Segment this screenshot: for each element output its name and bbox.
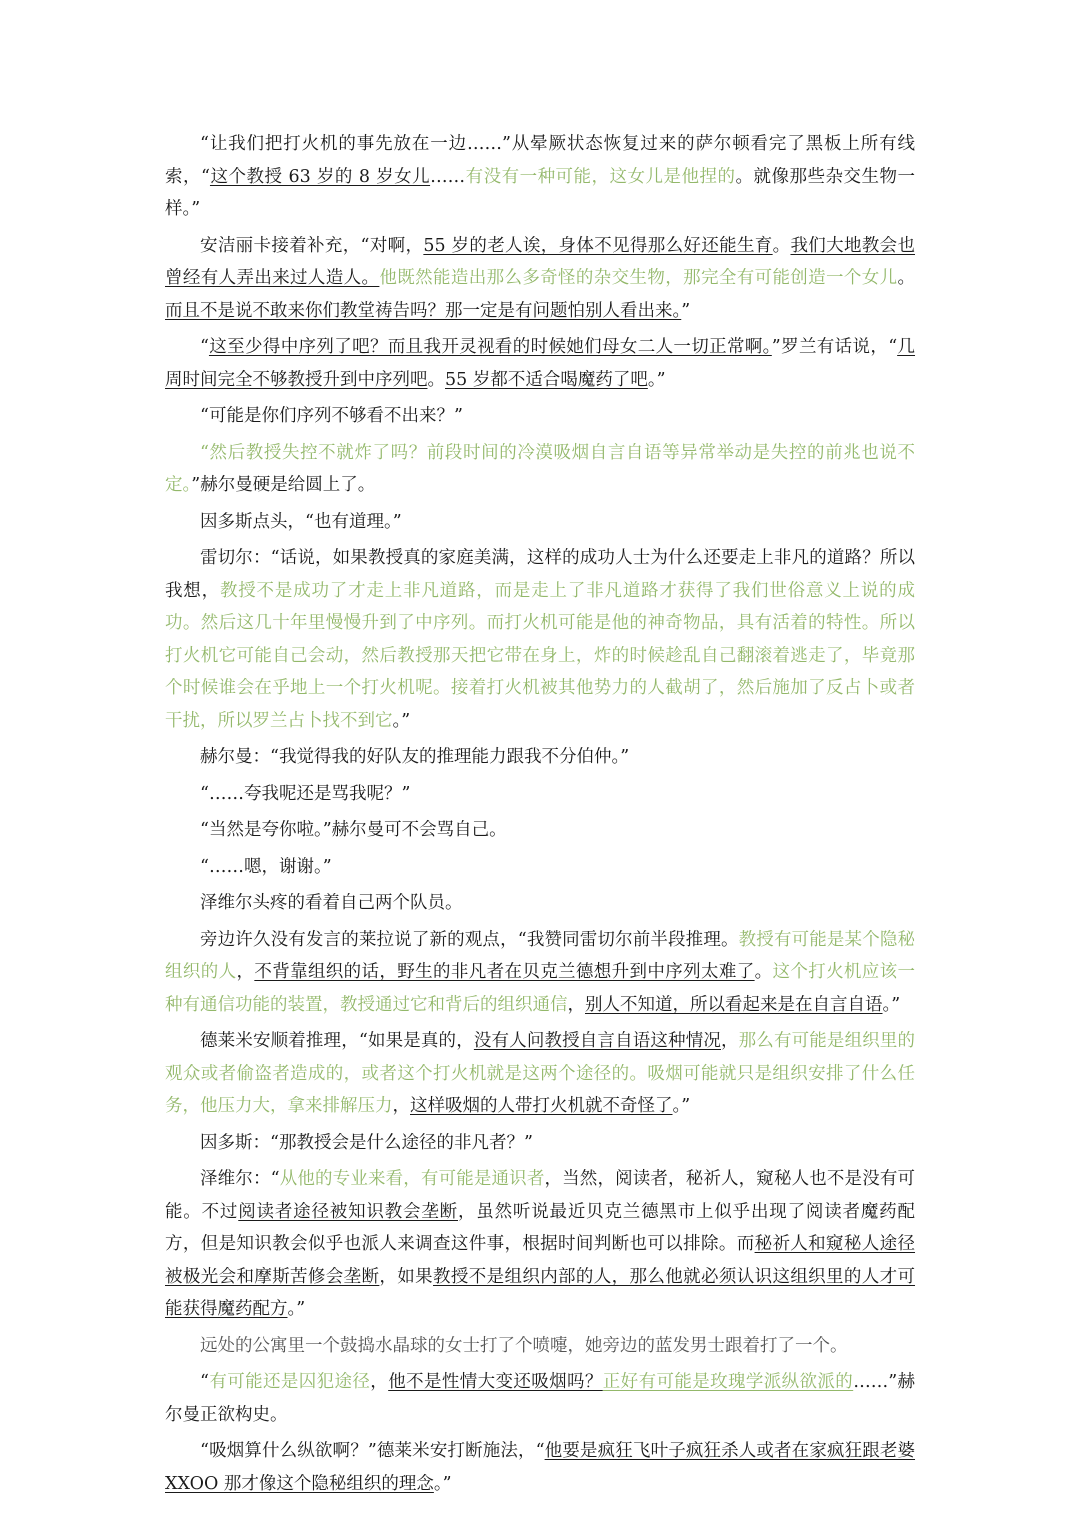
text-run: “当然是夸你啦。”赫尔曼可不会骂自己。 (200, 820, 507, 840)
text-run: 远处的公寓里一个鼓捣水晶球的女士打了个喷嚏，她旁边的蓝发男士跟着打了一个。 (200, 1335, 848, 1356)
text-run: 。” (647, 369, 666, 390)
text-run: 我们大地教会也曾经有人弄出来过人造人。 (165, 235, 915, 288)
paragraph (165, 851, 915, 884)
paragraph (165, 437, 915, 502)
text-run: “然后教授失控不就炸了吗？前段时间的冷漠吸烟自言自语等异常举动是失控的前兆也说不定。 (165, 442, 915, 495)
paragraph (165, 230, 915, 328)
text-run: 他既然能造出那么多奇怪的杂交生物，那完全有可能创造一个女儿 (379, 268, 898, 288)
text-run: 从他的专业来看，有可能是通识者 (279, 1169, 545, 1189)
text-run: ”罗兰有话说，“ (771, 337, 898, 357)
paragraph (165, 1025, 915, 1123)
text-run: 不背靠组织的话，野生的非凡者在贝克兰德想升到中序列太难了 (254, 962, 755, 982)
text-run: 安洁丽卡接着补充，“对啊， (200, 235, 424, 256)
text-run: 有没有一种可能，这女儿是他捏的 (465, 166, 736, 187)
text-run: ，虽然听说最近贝克兰德黑市上似乎出现了阅读者魔药配方，但是知识教会似乎也派人来调查这件事，根据时间判断也可以排除。而 (165, 1201, 915, 1254)
text-run: 这个教授 63 岁的 8 岁女儿 (209, 166, 431, 187)
text-run: “……嗯，谢谢。” (200, 856, 332, 877)
text-run: 他不是性情大变还吸烟吗？ (388, 1372, 603, 1392)
text-run: ， (370, 1372, 389, 1392)
text-run: “……夸我呢还是骂我呢？” (200, 783, 411, 804)
paragraph (165, 741, 915, 774)
text-run: 这样吸烟的人带打火机就不奇怪了 (410, 1096, 673, 1116)
text-run: 因多斯点头，“也有道理。” (200, 511, 402, 532)
text-run: 。” (882, 994, 901, 1015)
paragraph (165, 128, 915, 226)
text-run: 阅读者途径被知识教会垄断 (238, 1201, 458, 1222)
paragraph (165, 331, 915, 396)
paragraph (165, 814, 915, 847)
text-run: 正好有可能是玫瑰学派纵欲派的 (602, 1372, 854, 1392)
text-run: 他要是疯狂飞叶子疯狂杀人或者在家疯狂跟老婆 XXOO 那才像这个隐秘组织的理念 (165, 1441, 916, 1494)
text-run: 。” (672, 1096, 691, 1116)
text-run: ， (721, 1031, 739, 1051)
text-run: 那么有可能是组织里的观众或者偷盗者造成的，或者这个打火机就是这两个途径的。吸烟可能就只是组织安排了什么任务，他压力大，拿来排解压力 (165, 1031, 916, 1116)
paragraph (165, 542, 915, 737)
paragraph (165, 924, 915, 1022)
text-run: 德莱米安顺着推理，“如果是真的， (200, 1031, 474, 1051)
text-run: 。就像那些杂交生物一样。” (165, 166, 916, 219)
text-run: 这个打火机应该一种有通信功能的装置，教授通过它和背后的组织通信 (165, 962, 916, 1015)
paragraph (165, 400, 915, 433)
text-run: ”赫尔曼硬是给圆上了。 (191, 475, 376, 495)
text-run: 这至少得中序列了吧？而且我开灵视看的时候她们母女二人一切正常啊。 (208, 337, 772, 357)
text-run: 有可能还是囚犯途径 (208, 1372, 371, 1392)
text-run: 教授不是组织内部的人，那么他就必须认识这组织里的人才可能获得魔药配方 (165, 1266, 916, 1319)
paragraph (165, 778, 915, 811)
text-run: “吸烟算什么纵欲啊？”德莱米安打断施法，“ (200, 1441, 545, 1461)
text-run: 泽维尔头疼的看着自己两个队员。 (200, 893, 463, 913)
text-run: 。 (772, 235, 791, 256)
paragraph (165, 506, 915, 539)
text-run: 55 岁的老人诶，身体不见得那么好还能生育 (423, 235, 773, 256)
text-run: “ (200, 1372, 209, 1392)
text-run: 旁边许久没有发言的莱拉说了新的观点，“我赞同雷切尔前半段推理。 (200, 929, 739, 950)
text-run: 。 (754, 962, 773, 982)
text-run: ，当然，阅读者，秘祈人，窥秘人也不是没有可能。不过 (165, 1169, 916, 1222)
paragraph (165, 1435, 915, 1500)
text-run: 因多斯：“那教授会是什么途径的非凡者？” (200, 1132, 533, 1153)
text-run: 。” (287, 1299, 306, 1319)
paragraph (165, 1366, 915, 1431)
text-run: 教授有可能是某个隐秘组织的人 (165, 929, 916, 982)
text-run: 赫尔曼：“我觉得我的好队友的推理能力跟我不分伯仲。” (200, 747, 630, 767)
text-run: …… (430, 166, 466, 187)
text-run: ” (681, 300, 691, 321)
text-run: ， (567, 994, 585, 1015)
paragraph (165, 1163, 915, 1326)
text-run: “ (200, 337, 209, 357)
text-run: 。 (427, 369, 445, 390)
paragraph (165, 1127, 915, 1160)
text-run: 泽维尔：“ (200, 1169, 280, 1189)
paragraph (165, 1330, 915, 1363)
text-run: “让我们把打火机的事先放在一边……”从晕厥状态恢复过来的萨尔顿看完了黑板上所有线索，“ (165, 134, 915, 187)
text-run: 雷切尔：“话说，如果教授真的家庭美满，这样的成功人士为什么还要走上非凡的道路？所以我想， (165, 548, 915, 601)
text-run: 。” (392, 710, 411, 731)
text-run: 55 岁都不适合喝魔药了吧 (445, 369, 648, 390)
text-run: 。 (897, 268, 915, 288)
text-run: ……”赫尔曼正欲构史。 (165, 1372, 916, 1425)
text-run: ，如果 (379, 1266, 433, 1287)
paragraph (165, 887, 915, 920)
text-run: 教授不是成功了才走上非凡道路，而是走上了非凡道路才获得了我们世俗意义上说的成功。然后这几十年里慢慢升到了中序列。而打火机可能是他的神奇物品，具有活着的特性。所以打火机它可能自己会动，然后教授那天把它带在身上，炸的时候趁乱自己翻滚着逃走了，毕竟那个时候谁会在乎地上一个打火机呢。接着打火机被其他势力的人截胡了，然后施加了反占卜或者干扰，所以罗兰占卜找不到它 (165, 580, 915, 731)
text-run: 。” (433, 1473, 452, 1494)
text-run: 没有人问教授自言自语这种情况 (473, 1031, 721, 1051)
text-run: 秘祈人和窥秘人途径被极光会和摩斯苦修会垄断 (165, 1234, 916, 1287)
text-run: 几周时间完全不够教授升到中序列吧 (165, 337, 916, 390)
text-run: ， (236, 962, 255, 982)
text-run: 而且不是说不敢来你们教堂祷告吗？那一定是有问题怕别人看出来。 (165, 300, 682, 321)
document-body (165, 128, 915, 1504)
text-run: ， (392, 1096, 410, 1116)
text-run: 别人不知道，所以看起来是在自言自语 (585, 994, 883, 1015)
text-run: “可能是你们序列不够看不出来？” (200, 406, 463, 426)
